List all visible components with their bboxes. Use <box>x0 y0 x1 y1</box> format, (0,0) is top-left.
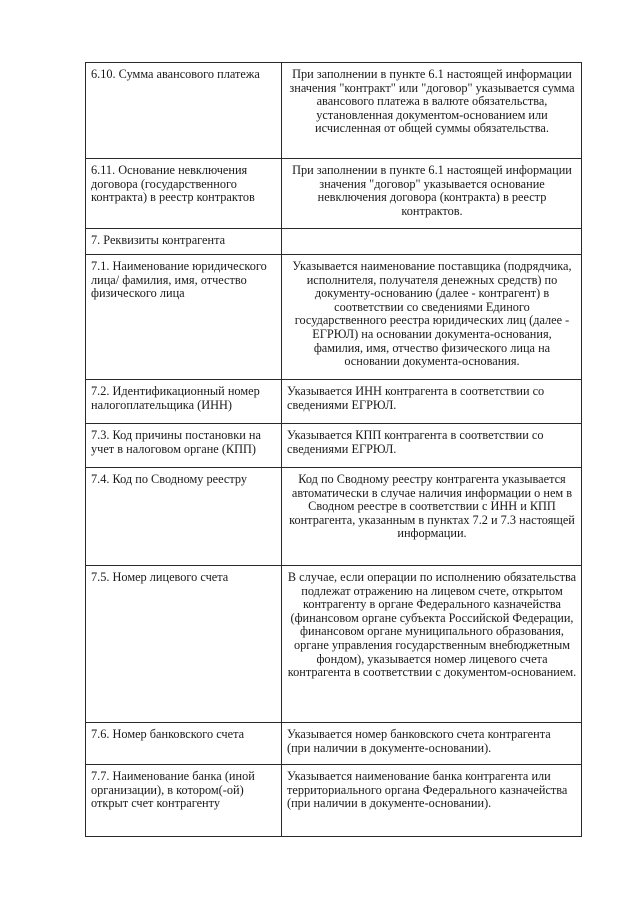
field-description-cell: В случае, если операции по исполнению обязательства подлежат отражению на лицевом счете, открытом контрагенту в органе Федерального казначейства (финансовом органе субъекта Российской Федерации, финансовом органе муниципального образования, органе управления государственным внебюджетным фондом), указывается номер лицевого счета контрагента в соответствии с документом-основанием. <box>282 566 582 723</box>
table-row <box>86 255 582 380</box>
table-row <box>86 468 582 566</box>
field-name-cell: 6.10. Сумма авансового платежа <box>86 63 282 159</box>
field-description-cell: Указывается наименование поставщика (подрядчика, исполнителя, получателя денежных средств) по документу-основанию (далее - контрагент) в соответствии со сведениями Единого государственного реестра юридических лиц (далее - ЕГРЮЛ) на основании документа-основания, фамилия, имя, отчество физического лица на основании документа-основания. <box>282 255 582 380</box>
field-name-cell: 7.5. Номер лицевого счета <box>86 566 282 723</box>
field-name-cell: 7.3. Код причины постановки на учет в налоговом органе (КПП) <box>86 424 282 468</box>
table-row <box>86 723 582 765</box>
table-row <box>86 765 582 837</box>
table-row <box>86 159 582 229</box>
section-heading-cell: 7. Реквизиты контрагента <box>86 229 282 255</box>
requisites-table <box>85 62 582 837</box>
field-description-cell: Указывается номер банковского счета контрагента (при наличии в документе-основании). <box>282 723 582 765</box>
table-row <box>86 380 582 424</box>
field-name-cell: 6.11. Основание невключения договора (государственного контракта) в реестр контрактов <box>86 159 282 229</box>
field-name-cell: 7.7. Наименование банка (иной организации), в котором(-ой) открыт счет контрагенту <box>86 765 282 837</box>
field-description-cell: При заполнении в пункте 6.1 настоящей информации значения "договор" указывается основание невключения договора (контракта) в реестр контрактов. <box>282 159 582 229</box>
field-description-cell: При заполнении в пункте 6.1 настоящей информации значения "контракт" или "договор" указывается сумма авансового платежа в валюте обязательства, установленная документом-основанием или исчисленная от общей суммы обязательства. <box>282 63 582 159</box>
field-description-cell: Указывается КПП контрагента в соответствии со сведениями ЕГРЮЛ. <box>282 424 582 468</box>
table-row <box>86 424 582 468</box>
field-name-cell: 7.4. Код по Сводному реестру <box>86 468 282 566</box>
field-description-cell: Указывается ИНН контрагента в соответствии со сведениями ЕГРЮЛ. <box>282 380 582 424</box>
field-name-cell: 7.1. Наименование юридического лица/ фамилия, имя, отчество физического лица <box>86 255 282 380</box>
field-name-cell: 7.6. Номер банковского счета <box>86 723 282 765</box>
field-name-cell: 7.2. Идентификационный номер налогоплательщика (ИНН) <box>86 380 282 424</box>
field-description-cell: Код по Сводному реестру контрагента указывается автоматически в случае наличия информации о нем в Сводном реестре в соответствии с ИНН и КПП контрагента, указанным в пунктах 7.2 и 7.3 настоящей информации. <box>282 468 582 566</box>
field-description-cell <box>282 229 582 255</box>
field-description-cell: Указывается наименование банка контрагента или территориального органа Федерального казначейства (при наличии в документе-основании). <box>282 765 582 837</box>
table-row <box>86 566 582 723</box>
table-row <box>86 229 582 255</box>
table-row <box>86 63 582 159</box>
